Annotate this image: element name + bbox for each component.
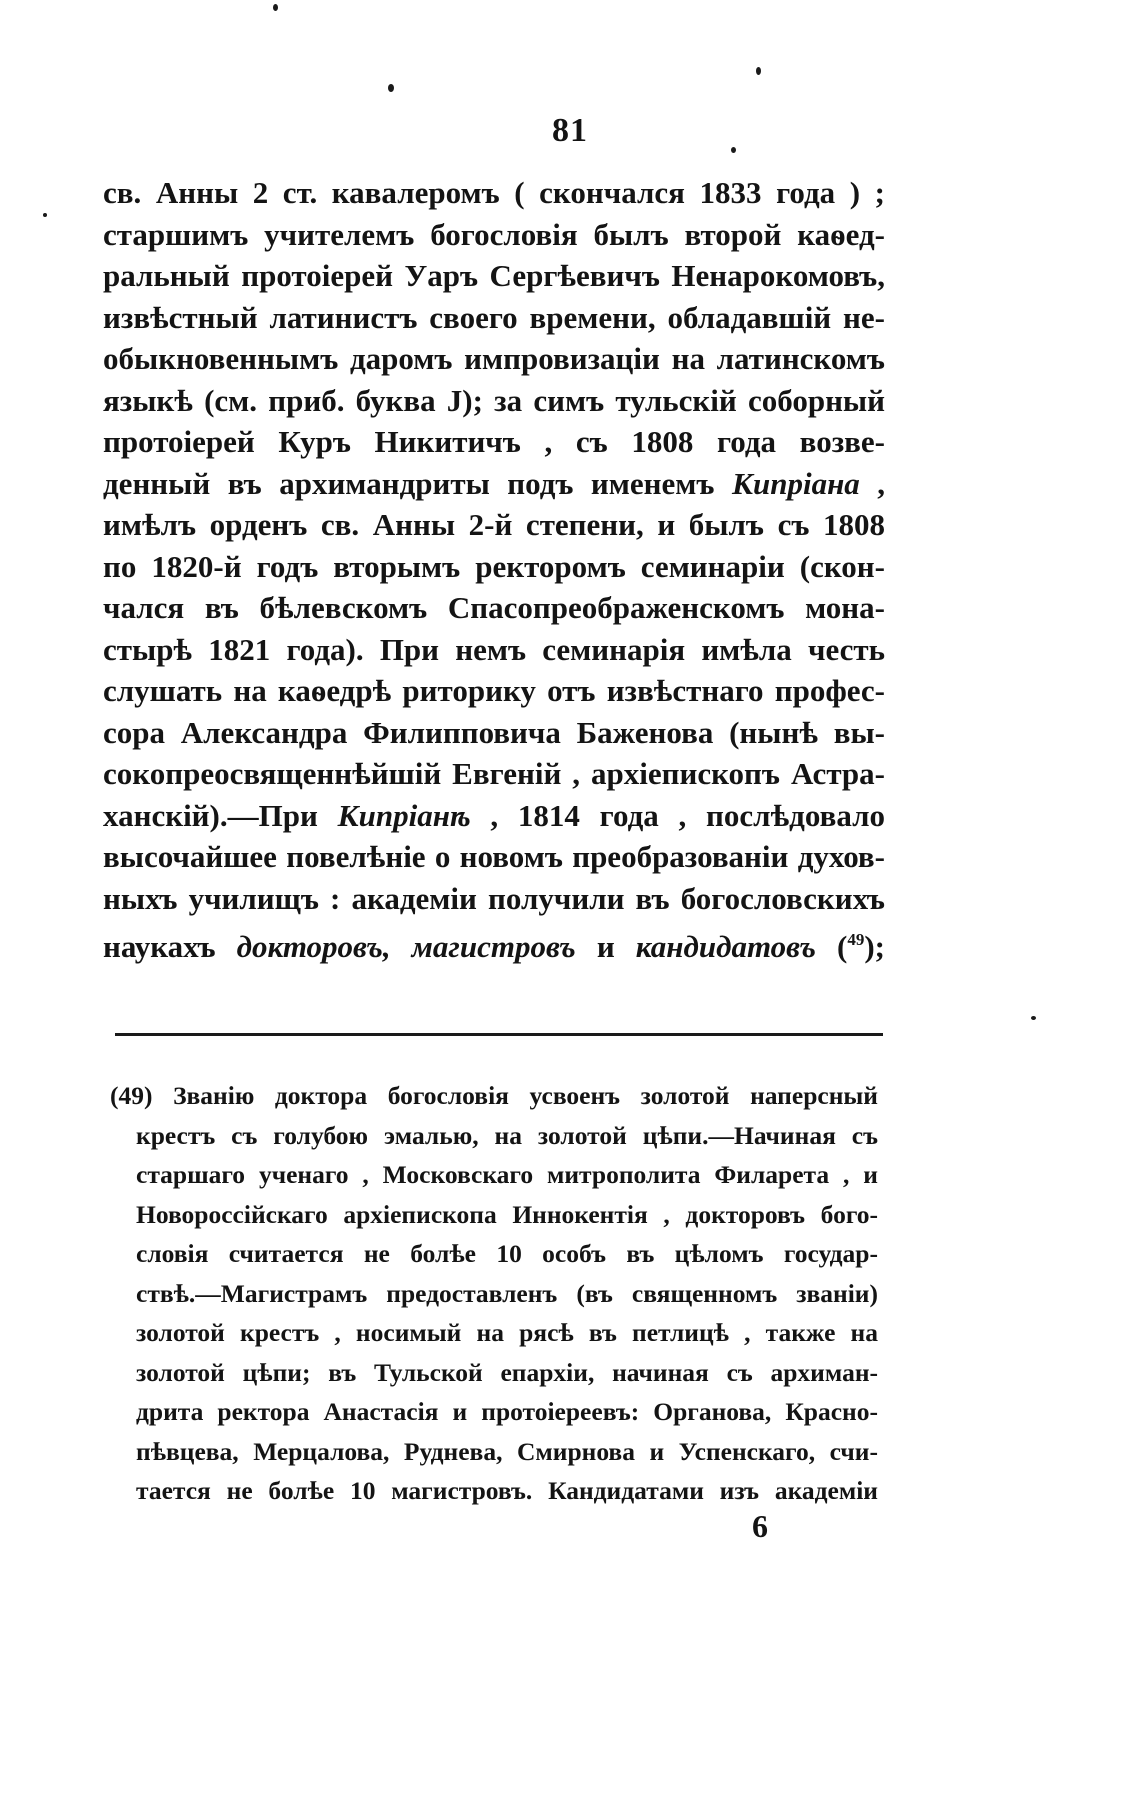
text-line [103, 795, 885, 837]
italic-name: Кипріана [731, 465, 860, 501]
ink-speck [756, 67, 761, 75]
footnote-line: дрита ректора Анастасія и протоіереевъ: Органова, Красно- [136, 1397, 878, 1426]
footnote-line: пѣвцева, Мерцалова, Руднева, Смирнова и Успенскаго, счи- [136, 1436, 878, 1466]
main-text [103, 172, 886, 964]
footnote-line: старшаго ученаго , Московскаго митрополита Филарета , и [136, 1160, 878, 1189]
text-segment: ( [815, 929, 848, 964]
footnote-line: крестъ съ голубою эмалью, на золотой цѣпи.—Начиная съ [136, 1120, 878, 1150]
footnote-line: золотой цѣпи; въ Тульской епархіи, начиная съ архиман- [136, 1357, 878, 1387]
text-segment: , [859, 465, 886, 501]
italic-name: Кипріанѣ [337, 797, 471, 833]
text-line: старшимъ учителемъ богословія былъ второй каѳед- [103, 216, 885, 252]
text-segment: денный въ архимандриты подъ именемъ [103, 465, 732, 501]
footnote-reference: 49 [847, 930, 865, 949]
text-line: сора Александра Филипповича Баженова (нынѣ вы- [103, 714, 885, 750]
text-line: протоіерей Куръ Никитичъ , съ 1808 года возве- [103, 424, 885, 459]
footnote-line: словія считается не болѣе 10 особъ въ цѣломъ государ- [136, 1239, 878, 1268]
footnote-line: золотой крестъ , носимый на рясѣ въ петлицѣ , также на [136, 1318, 878, 1347]
text-line: имѣлъ орденъ св. Анны 2-й степени, и былъ съ 1808 [103, 507, 885, 542]
text-line: стырѣ 1821 года). При немъ семинарія имѣла честь [103, 631, 885, 667]
footnote-line: ствѣ.—Магистрамъ предоставленъ (въ священномъ званіи) [136, 1278, 878, 1308]
ink-speck [43, 213, 47, 217]
text-line: ныхъ училищъ : академіи получили въ богословскихъ [103, 880, 885, 916]
text-segment: ханскій).—При [103, 797, 338, 833]
text-line: св. Анны 2 ст. кавалеромъ ( скончался 1833 года ) ; [103, 175, 885, 210]
ink-speck [388, 84, 394, 92]
text-line: извѣстный латинистъ своего времени, обладавшій не- [103, 299, 885, 335]
footnote-line: Новороссійскаго архіепископа Иннокентія , докторовъ бого- [136, 1199, 878, 1229]
text-line: высочайшее повелѣніе о новомъ преобразованіи духов- [103, 839, 885, 874]
italic-term: докторовъ, магистровъ [236, 929, 576, 964]
text-line: ральный протоіерей Уаръ Сергѣевичъ Ненарокомовъ, [103, 258, 885, 293]
text-line: сокопреосвященнѣйшій Евгеній , архіепископъ Астра- [103, 756, 885, 791]
ink-speck [1031, 1016, 1036, 1020]
text-segment: и [575, 929, 636, 964]
footnote-line: (49) Званію доктора богословія усвоенъ золотой наперсный [110, 1081, 878, 1110]
page-number: 81 [552, 112, 588, 149]
text-line: чался въ бѣлевскомъ Спасопреображенскомъ мона- [103, 590, 885, 625]
text-line [103, 463, 885, 505]
text-line: языкѣ (см. приб. буква J); за симъ тульскій соборный [103, 382, 885, 418]
italic-term: кандидатовъ [635, 929, 816, 964]
footnote-line: тается не болѣе 10 магистровъ. Кандидатами изъ академіи [136, 1476, 878, 1505]
text-segment: ); [864, 929, 886, 964]
footnote [110, 1076, 878, 1511]
text-line [103, 919, 886, 964]
text-line: обыкновеннымъ даромъ импровизаціи на латинскомъ [103, 341, 885, 376]
footnote-separator [115, 1033, 883, 1036]
ink-speck [273, 4, 278, 11]
text-line: по 1820-й годъ вторымъ ректоромъ семинаріи (скон- [103, 548, 885, 584]
text-segment: наукахъ [103, 929, 237, 964]
text-line: слушать на каѳедрѣ риторику отъ извѣстнаго профес- [103, 673, 885, 708]
text-segment: , 1814 года , послѣдовало [470, 797, 885, 833]
signature-mark: 6 [752, 1508, 768, 1544]
